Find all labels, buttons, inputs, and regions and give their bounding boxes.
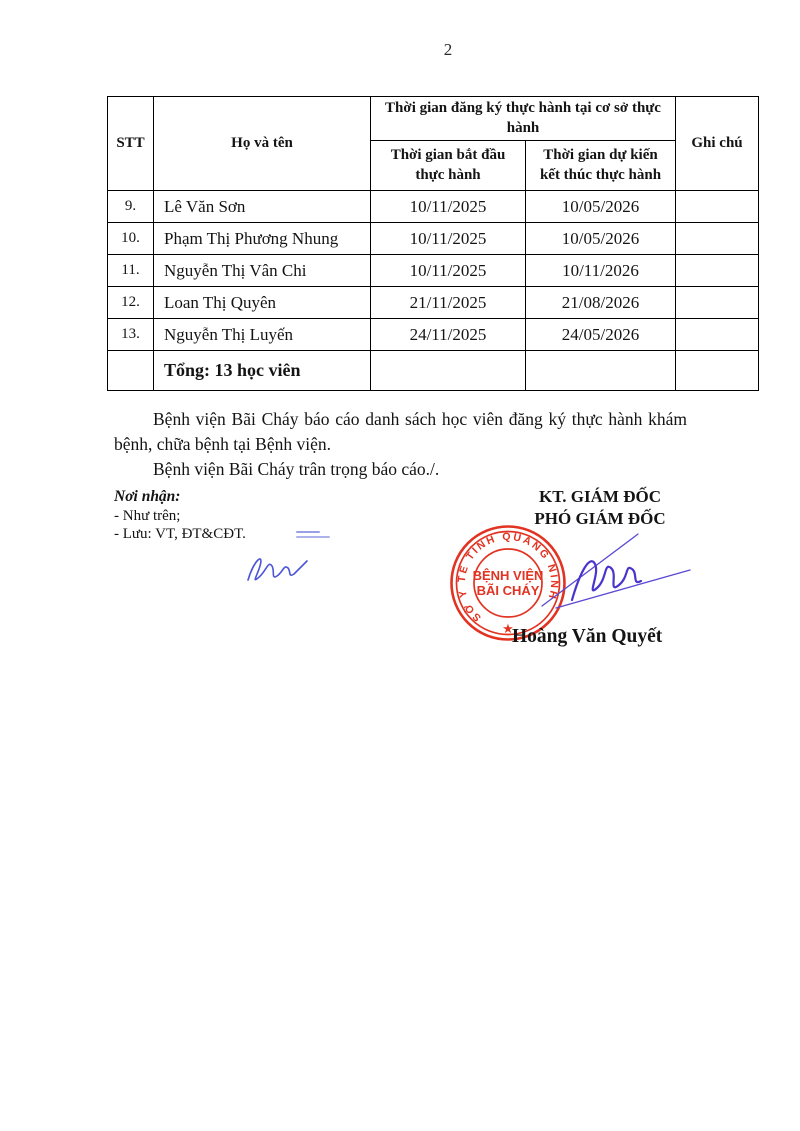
total-label: Tổng: 13 học viên bbox=[154, 351, 371, 391]
trainee-name: Loan Thị Quyên bbox=[154, 287, 371, 319]
paragraph-report: Bệnh viện Bãi Cháy báo cáo danh sách học viên đăng ký thực hành khám bệnh, chữa bệnh tại Bệnh viện. bbox=[114, 409, 687, 454]
trainee-name: Nguyễn Thị Luyến bbox=[154, 319, 371, 351]
start-date: 10/11/2025 bbox=[371, 191, 526, 223]
start-date: 10/11/2025 bbox=[371, 223, 526, 255]
micro-text-line bbox=[296, 531, 320, 533]
start-date: 24/11/2025 bbox=[371, 319, 526, 351]
micro-text-line bbox=[296, 536, 330, 538]
stamp-center-line2: BÃI CHÁY bbox=[476, 583, 540, 598]
table-row bbox=[108, 255, 759, 287]
stamp-ring-text: SỞ Y TẾ TỈNH QUẢNG NINH bbox=[455, 530, 561, 624]
table-header bbox=[108, 97, 759, 191]
director-signature-ink bbox=[534, 524, 694, 624]
end-date: 24/05/2026 bbox=[526, 319, 676, 351]
header-period-group: Thời gian đăng ký thực hành tại cơ sở thực hành bbox=[371, 97, 676, 141]
recipient-item: - Như trên; bbox=[114, 507, 181, 524]
trainee-name: Phạm Thị Phương Nhung bbox=[154, 223, 371, 255]
row-index: 13. bbox=[108, 319, 154, 351]
page-number: 2 bbox=[443, 40, 453, 59]
note-cell bbox=[676, 223, 759, 255]
signer-role-line1: KT. GIÁM ĐỐC bbox=[539, 487, 661, 506]
empty-cell bbox=[676, 351, 759, 391]
header-note: Ghi chú bbox=[676, 97, 759, 191]
start-date: 21/11/2025 bbox=[371, 287, 526, 319]
trainee-table bbox=[107, 96, 759, 391]
trainee-name: Lê Văn Sơn bbox=[154, 191, 371, 223]
note-cell bbox=[676, 287, 759, 319]
initials-signature-ink bbox=[244, 548, 310, 586]
header-end-date: Thời gian dự kiến kết thúc thực hành bbox=[526, 141, 676, 191]
header-name: Họ và tên bbox=[154, 97, 371, 191]
report-body bbox=[114, 407, 687, 482]
stamp-star-icon: ★ bbox=[502, 621, 514, 636]
note-cell bbox=[676, 191, 759, 223]
recipient-item: - Lưu: VT, ĐT&CĐT. bbox=[114, 526, 246, 542]
paragraph-closing: Bệnh viện Bãi Cháy trân trọng báo cáo./. bbox=[153, 459, 440, 479]
table-row bbox=[108, 287, 759, 319]
start-date: 10/11/2025 bbox=[371, 255, 526, 287]
recipients-title: Nơi nhận: bbox=[114, 488, 181, 505]
table-row bbox=[108, 319, 759, 351]
row-index: 9. bbox=[108, 191, 154, 223]
row-index: 10. bbox=[108, 223, 154, 255]
header-start-date: Thời gian bắt đầu thực hành bbox=[371, 141, 526, 191]
stamp-center-line1: BỆNH VIỆN bbox=[472, 568, 544, 583]
signer-role-line2: PHÓ GIÁM ĐỐC bbox=[534, 509, 666, 528]
note-cell bbox=[676, 319, 759, 351]
empty-cell bbox=[526, 351, 676, 391]
empty-cell bbox=[371, 351, 526, 391]
end-date: 10/05/2026 bbox=[526, 223, 676, 255]
row-index: 12. bbox=[108, 287, 154, 319]
end-date: 10/05/2026 bbox=[526, 191, 676, 223]
end-date: 21/08/2026 bbox=[526, 287, 676, 319]
table-row bbox=[108, 223, 759, 255]
table-row bbox=[108, 191, 759, 223]
trainee-name: Nguyễn Thị Vân Chi bbox=[154, 255, 371, 287]
header-stt: STT bbox=[108, 97, 154, 191]
table-total-row bbox=[108, 351, 759, 391]
empty-cell bbox=[108, 351, 154, 391]
signer-name: Hoàng Văn Quyết bbox=[512, 626, 663, 647]
note-cell bbox=[676, 255, 759, 287]
row-index: 11. bbox=[108, 255, 154, 287]
digital-signature-note bbox=[296, 531, 336, 545]
end-date: 10/11/2026 bbox=[526, 255, 676, 287]
